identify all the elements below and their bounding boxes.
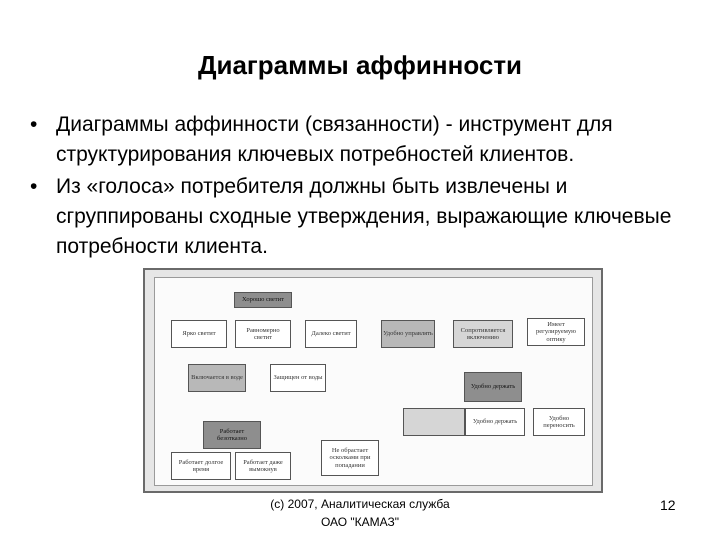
bullet-dot: • [30,113,38,136]
page-number: 12 [660,497,676,513]
diagram-box: Удобно управлять [381,320,435,348]
footer-line: ОАО "КАМАЗ" [320,515,400,529]
bullet-dot: • [30,175,38,198]
diagram-box: Работает даже вымокнув [235,452,291,480]
diagram-box: Равномерно светит [235,320,291,348]
diagram-box: Удобно переносить [533,408,585,436]
diagram-box: Работает безотказно [203,421,261,449]
affinity-diagram-image [143,268,603,493]
diagram-box: Имеет регулируемую оптику [527,318,585,346]
diagram-box: Далеко светит [305,320,357,348]
diagram-box: Удобно держать [465,408,525,436]
slide-title: Диаграммы аффинности [197,50,523,80]
diagram-box: Сопротивляется включению [453,320,513,348]
bullet-item [30,172,700,262]
diagram-box: Работает долгое время [171,452,231,480]
diagram-box: Ярко светит [171,320,227,348]
bullet-list [30,110,700,264]
diagram-box: Защищен от воды [270,364,326,392]
slide-footer [225,495,495,531]
diagram-box [403,408,465,436]
diagram-canvas [154,277,593,486]
bullet-text: Из «голоса» потребителя должны быть извлечены и сгруппированы сходные утверждения, выражающие ключевые потребности клиента. [56,175,672,258]
diagram-box: Удобно держать [464,372,522,402]
bullet-item [30,110,700,170]
bullet-text: Диаграммы аффинности (связанности) - инструмент для структурирования ключевых потребностей клиентов. [56,113,613,166]
diagram-box: Включается в воде [188,364,246,392]
diagram-box: Хорошо светит [234,292,292,308]
diagram-box: Не обрастает осколками при попадании [321,440,379,476]
footer-line: (c) 2007, Аналитическая служба [270,497,450,511]
